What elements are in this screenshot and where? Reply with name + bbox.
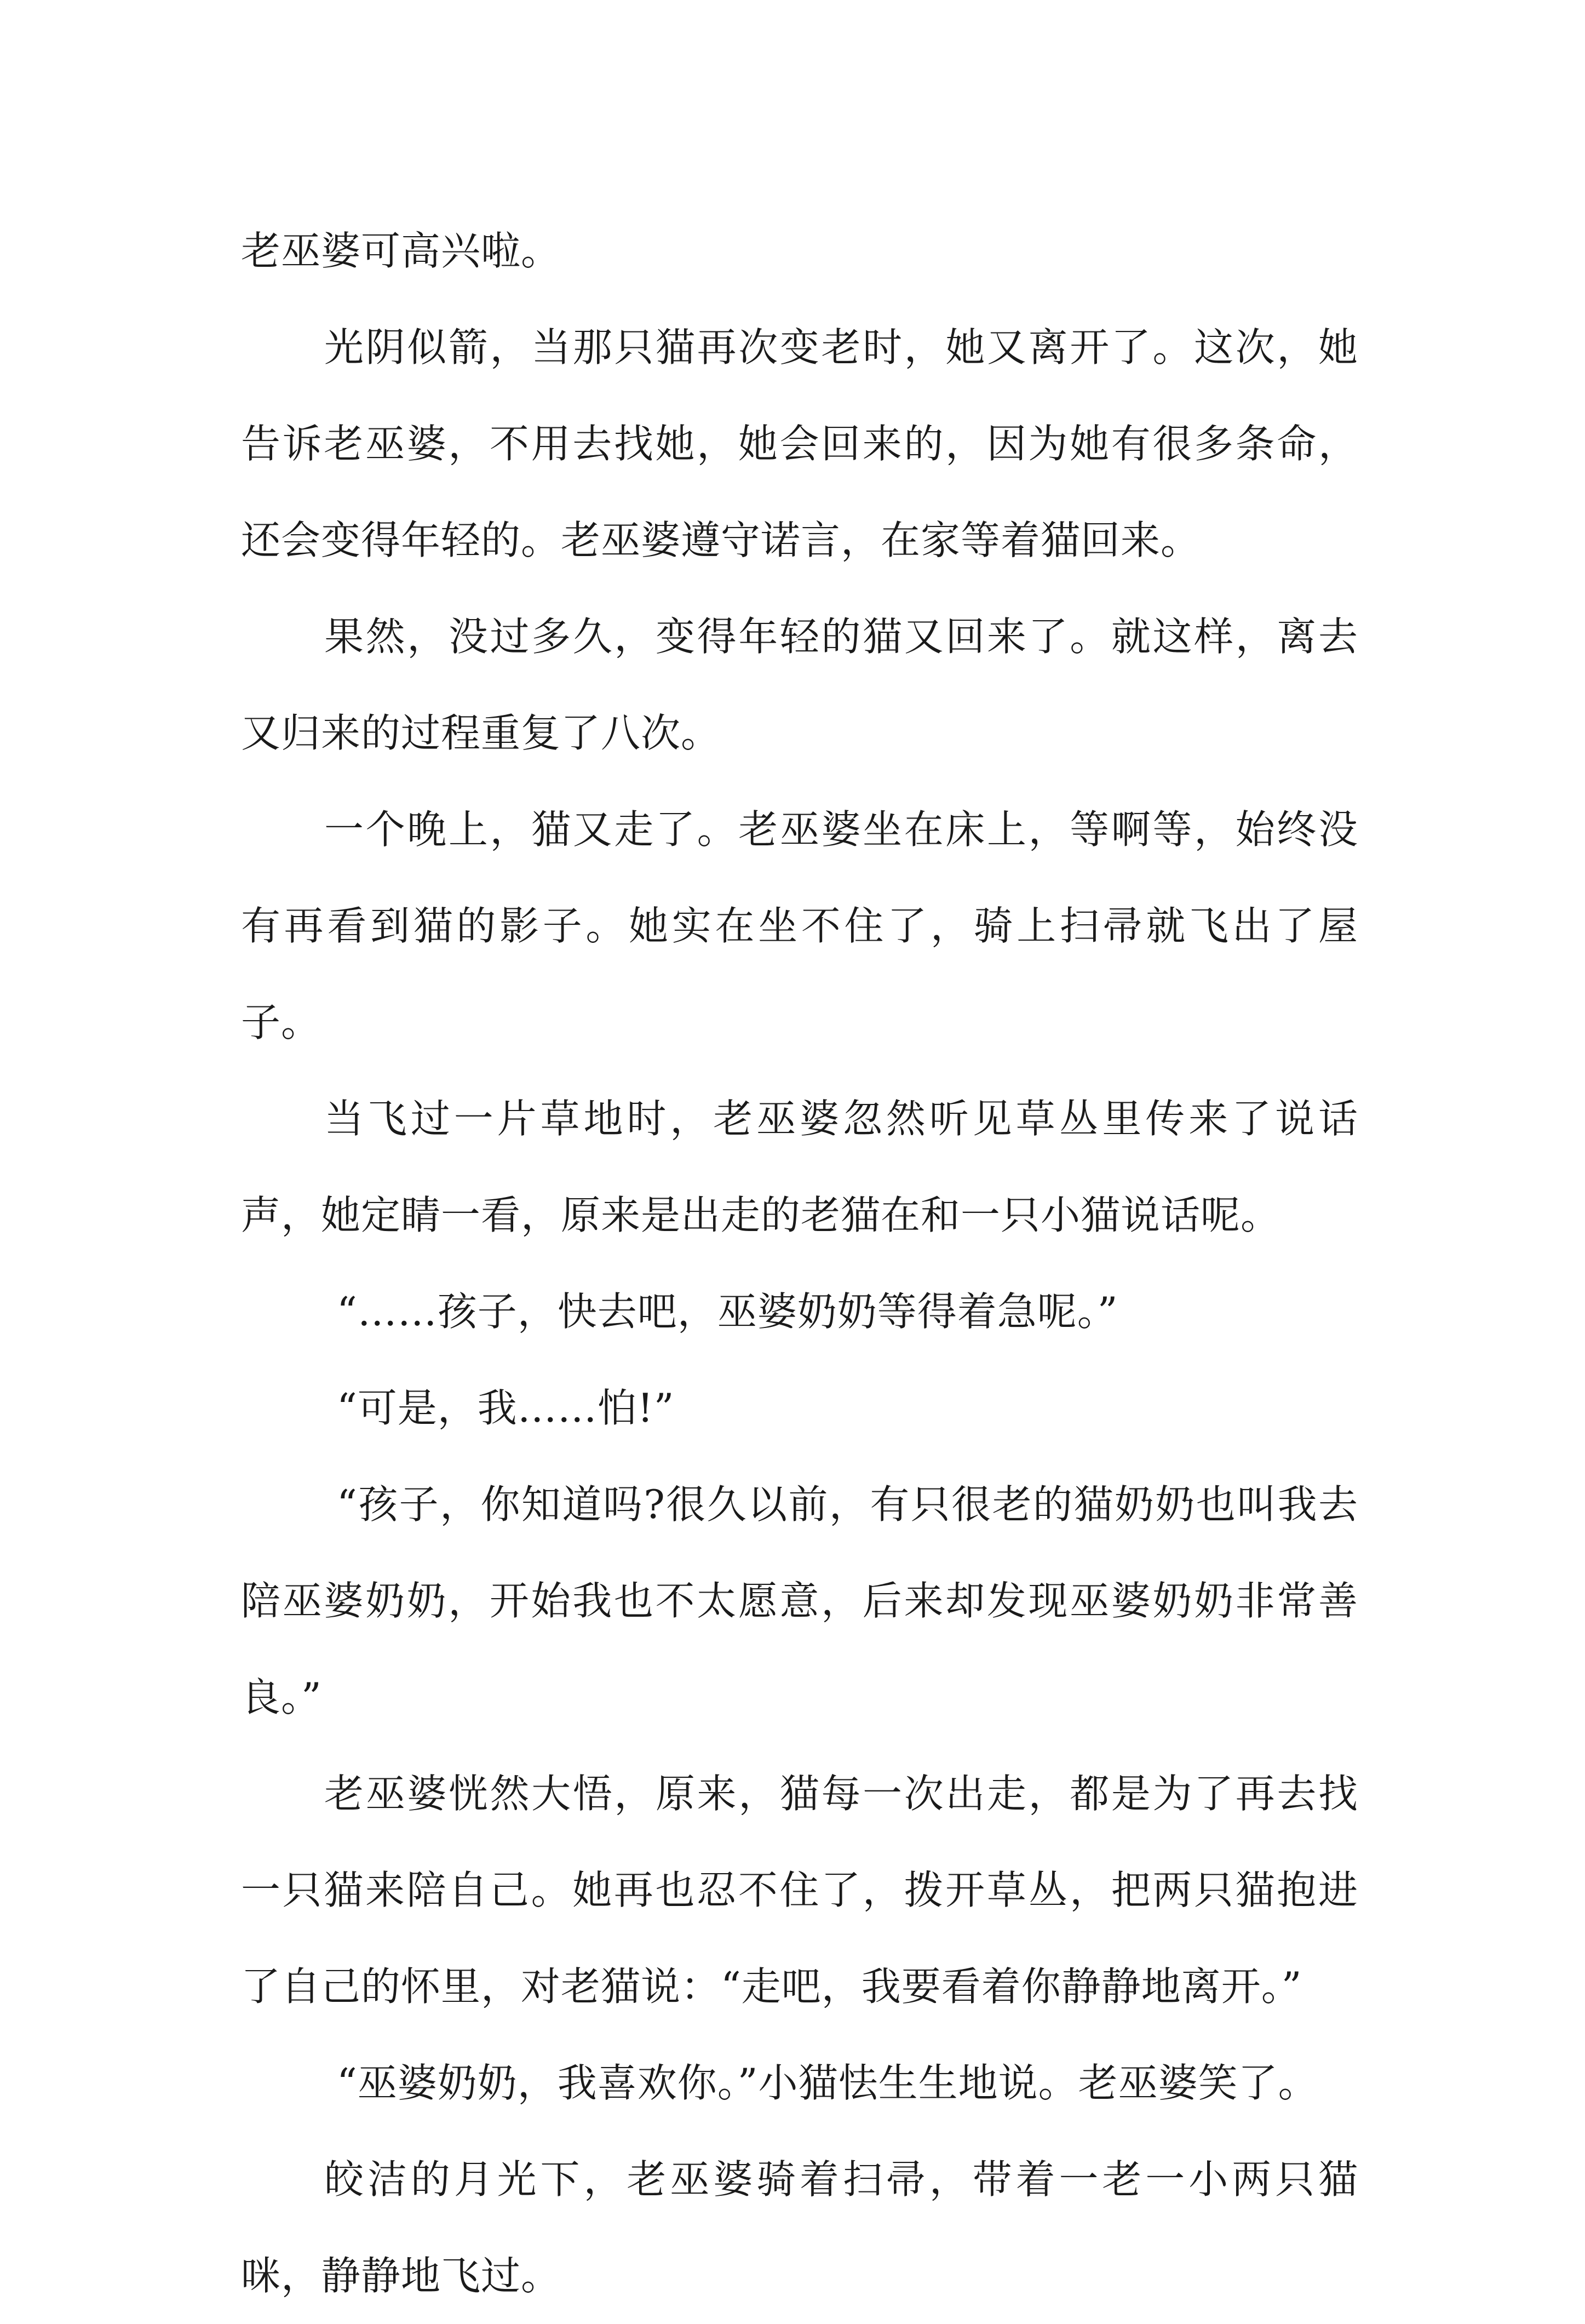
paragraph: 一个晚上，猫又走了。老巫婆坐在床上，等啊等，始终没有再看到猫的影子。她实在坐不住了，骑上扫帚就飞出了屋子。: [241, 806, 1358, 1045]
paragraph: 皎洁的月光下，老巫婆骑着扫帚，带着一老一小两只猫咪，静静地飞过。: [241, 2156, 1358, 2299]
dialogue-line: “巫婆奶奶，我喜欢你。”小猫怯生生地说。老巫婆笑了。: [337, 2060, 1318, 2106]
paragraph: 老巫婆恍然大悟，原来，猫每一次出走，都是为了再去找一只猫来陪自己。她再也忍不住了，拨开草丛，把两只猫抱进了自己的怀里，对老猫说：“走吧，我要看着你静静地离开。”: [241, 1771, 1358, 2010]
paragraph: 果然，没过多久，变得年轻的猫又回来了。就这样，离去又归来的过程重复了八次。: [241, 614, 1358, 756]
paragraph: 当飞过一片草地时，老巫婆忽然听见草丛里传来了说话声，她定睛一看，原来是出走的老猫在和一只小猫说话呢。: [241, 1096, 1358, 1238]
dialogue-line: “……孩子，快去吧，巫婆奶奶等得着急呢。”: [337, 1289, 1118, 1335]
dialogue-line: “可是，我……怕!”: [337, 1385, 675, 1431]
paragraph: 老巫婆可高兴啦。: [241, 228, 561, 274]
dialogue-line: “孩子，你知道吗?很久以前，有只很老的猫奶奶也叫我去陪巫婆奶奶，开始我也不太愿意，后来却发现巫婆奶奶非常善良。”: [241, 1481, 1358, 1720]
paragraph: 光阴似箭，当那只猫再次变老时，她又离开了。这次，她告诉老巫婆，不用去找她，她会回来的，因为她有很多条命，还会变得年轻的。老巫婆遵守诺言，在家等着猫回来。: [241, 324, 1358, 563]
story-text: [241, 203, 1358, 2324]
